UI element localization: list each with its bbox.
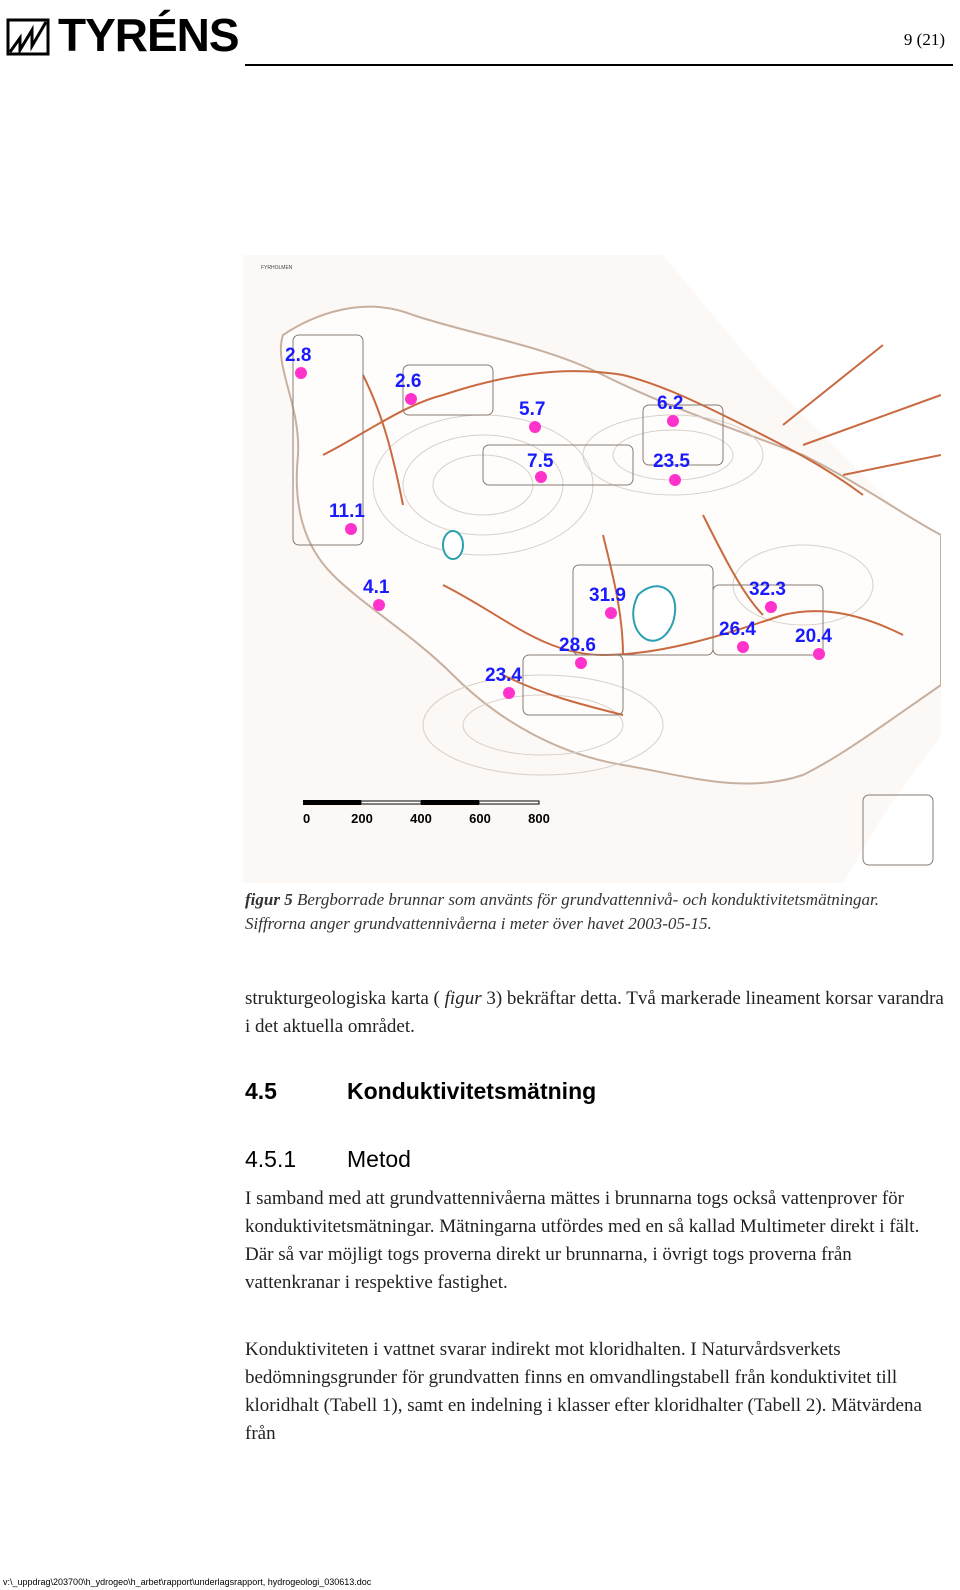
subsection-heading	[245, 1146, 411, 1173]
logo-mark-icon	[6, 14, 54, 62]
well-level-label: 4.1	[363, 577, 390, 598]
well-level-label: 20.4	[795, 626, 832, 647]
scale-tick-label: 600	[469, 811, 491, 826]
scale-tick-label: 200	[351, 811, 373, 826]
well-marker	[669, 474, 681, 486]
footer-path: v:\_uppdrag\203700\h_ydrogeo\h_arbet\rapport\underlagsrapport, hydrogeologi_030613.doc	[3, 1577, 372, 1587]
well-marker	[575, 657, 587, 669]
header-divider	[245, 64, 953, 66]
well-marker	[667, 415, 679, 427]
subsection-title: Metod	[347, 1146, 411, 1172]
well-level-label: 31.9	[589, 585, 626, 606]
well-marker	[345, 523, 357, 535]
caption-text: Bergborrade brunnar som använts för grundvattennivå- och konduktivitetsmätningar. Siffrorna anger grundvattennivåerna i meter över havet 2003-05-15.	[245, 890, 880, 933]
scale-segment	[479, 801, 539, 804]
well-marker	[737, 641, 749, 653]
well-level-label: 11.1	[329, 501, 365, 522]
well-level-label: 7.5	[527, 451, 554, 472]
section-title: Konduktivitetsmätning	[347, 1078, 597, 1104]
well-marker	[535, 471, 547, 483]
intro-paragraph	[245, 985, 945, 1041]
well-level-label: 6.2	[657, 393, 684, 414]
well-level-label: 2.8	[285, 345, 312, 366]
section-number: 4.5	[245, 1078, 277, 1104]
well-level-label: 23.5	[653, 451, 690, 472]
well-level-label: 26.4	[719, 619, 756, 640]
logo-text: TYRÉNS	[58, 9, 239, 61]
well-map	[243, 255, 941, 883]
scale-tick-label: 400	[410, 811, 432, 826]
well-marker	[503, 687, 515, 699]
paragraph: Konduktiviteten i vattnet svarar indirekt mot kloridhalten. I Naturvårdsverkets bedömningsgrunder för grundvatten finns en omvandlingstabell från konduktivitet till kloridhalt (Tabell 1), samt en indelning i klasser efter kloridhalter (Tabell 2). Mätvärdena från	[245, 1339, 922, 1444]
well-marker	[813, 648, 825, 660]
well-marker	[529, 421, 541, 433]
figure-caption	[245, 888, 885, 936]
figure-reference: figur	[444, 988, 482, 1009]
scale-tick-label: 0	[303, 811, 311, 826]
well-level-label: 2.6	[395, 371, 422, 392]
intro-after: 3) bekräftar detta. Två markerade lineament korsar varandra i det aktuella området.	[245, 988, 944, 1037]
well-level-label: 5.7	[519, 399, 546, 420]
well-marker	[405, 393, 417, 405]
scale-segment	[421, 800, 479, 805]
intro-before: strukturgeologiska karta (	[245, 988, 445, 1009]
section-heading	[245, 1078, 596, 1105]
paragraph: I samband med att grundvattennivåerna mättes i brunnarna togs också vattenprover för konduktivitetsmätningar. Mätningarna utfördes med en så kallad Multimeter direkt i fält. Där så var möjligt togs proverna direkt ur brunnarna, i övrigt togs proverna från vattenkranar i respektive fastighet.	[245, 1188, 920, 1293]
map-place-label: FYRHOLMEN	[261, 265, 293, 271]
scale-segment	[303, 800, 361, 805]
scale-tick-label: 800	[528, 811, 550, 826]
well-level-label: 23.4	[485, 665, 522, 686]
well-marker	[295, 367, 307, 379]
well-marker	[373, 599, 385, 611]
subsection-number: 4.5.1	[245, 1146, 297, 1172]
well-marker	[765, 601, 777, 613]
page-number: 9 (21)	[903, 30, 945, 49]
well-level-label: 28.6	[559, 635, 596, 656]
scale-segment	[361, 801, 421, 804]
company-logo	[6, 9, 239, 62]
map-figure	[243, 255, 941, 883]
well-marker	[605, 607, 617, 619]
caption-label: figur 5	[245, 890, 293, 909]
well-level-label: 32.3	[749, 579, 786, 600]
small-pond	[443, 531, 463, 559]
